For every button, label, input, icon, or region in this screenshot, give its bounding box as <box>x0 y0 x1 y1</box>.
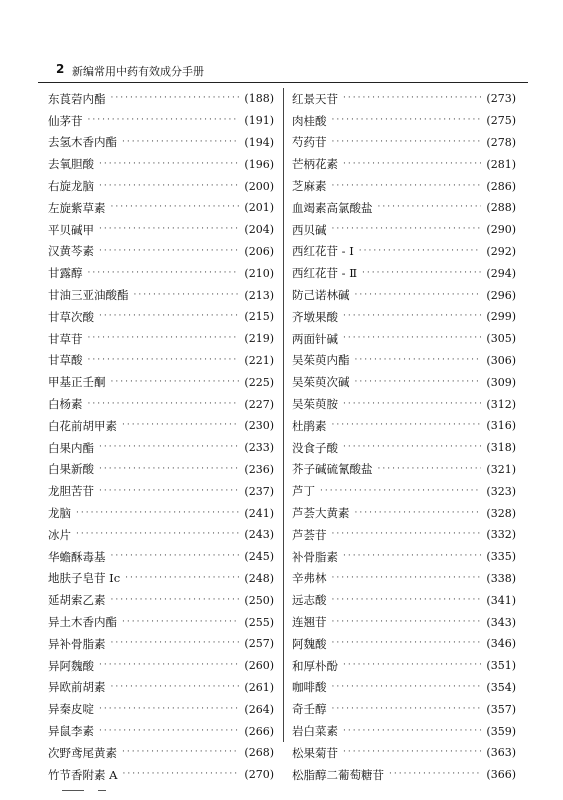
index-entry <box>292 546 516 568</box>
entry-name: 芦荟苷 <box>292 527 327 542</box>
leader-dots <box>134 291 240 300</box>
leader-dots <box>99 465 239 474</box>
entry-name: 竹节香附素 A <box>48 767 118 782</box>
entry-name: 甲基正壬酮 <box>48 375 106 390</box>
index-entry <box>292 110 516 132</box>
leader-dots <box>111 203 240 212</box>
leader-dots <box>343 94 481 103</box>
leader-dots <box>332 530 482 539</box>
index-entry <box>292 241 516 263</box>
index-entry <box>292 459 516 481</box>
index-entry <box>48 459 274 481</box>
entry-page: (194) <box>244 135 274 149</box>
index-entry <box>48 480 274 502</box>
leader-dots <box>99 487 239 496</box>
index-entry <box>292 393 516 415</box>
index-entry <box>48 241 274 263</box>
entry-name: 异阿魏酸 <box>48 658 94 673</box>
entry-name: 芦丁 <box>292 484 315 499</box>
entry-page: (219) <box>244 332 274 346</box>
index-entry <box>292 742 516 764</box>
entry-name: 杜鹃素 <box>292 418 327 433</box>
entry-page: (241) <box>244 506 274 520</box>
entry-name: 辛弗林 <box>292 571 327 586</box>
entry-page: (204) <box>244 223 274 237</box>
index-entry <box>48 502 274 524</box>
entry-name: 芝麻素 <box>292 179 327 194</box>
entry-name: 华蟾酥毒基 <box>48 549 106 564</box>
entry-page: (366) <box>486 768 516 782</box>
index-entry <box>292 153 516 175</box>
entry-page: (309) <box>486 375 516 389</box>
index-entry <box>292 219 516 241</box>
entry-name: 仙茅苷 <box>48 113 83 128</box>
entry-name: 松果菊苷 <box>292 745 338 760</box>
index-entry <box>48 655 274 677</box>
entry-name: 延胡索乙素 <box>48 593 106 608</box>
footer-marks <box>62 786 182 796</box>
leader-dots <box>88 269 240 278</box>
entry-name: 红景天苷 <box>292 91 338 106</box>
index-entry <box>48 197 274 219</box>
index-entry <box>48 720 274 742</box>
index-entry <box>292 677 516 699</box>
entry-name: 岩白菜素 <box>292 724 338 738</box>
entry-name: 松脂醇二葡萄糖苷 <box>292 767 384 782</box>
entry-page: (250) <box>244 593 274 607</box>
entry-name: 次野鸢尾黄素 <box>48 745 117 760</box>
leader-dots <box>122 770 239 779</box>
entry-name: 没食子酸 <box>292 440 338 455</box>
index-entry <box>48 350 274 372</box>
index-entry <box>292 611 516 633</box>
index-entry <box>292 655 516 677</box>
entry-page: (201) <box>244 201 274 215</box>
entry-name: 甘草次酸 <box>48 309 94 324</box>
entry-page: (288) <box>486 201 516 215</box>
entry-name: 芦荟大黄素 <box>292 506 350 521</box>
entry-name: 甘草苷 <box>48 331 83 346</box>
entry-page: (268) <box>244 746 274 760</box>
entry-page: (343) <box>486 615 516 629</box>
entry-page: (230) <box>244 419 274 433</box>
index-entry <box>48 153 274 175</box>
entry-page: (363) <box>486 746 516 760</box>
index-entry <box>48 698 274 720</box>
index-entry <box>48 611 274 633</box>
entry-page: (237) <box>244 484 274 498</box>
leader-dots <box>99 247 239 256</box>
index-entry <box>292 568 516 590</box>
index-entry <box>292 197 516 219</box>
leader-dots <box>125 574 239 583</box>
index-column-left <box>48 88 274 786</box>
entry-name: 东莨菪内酯 <box>48 91 106 106</box>
entry-page: (299) <box>486 310 516 324</box>
entry-name: 西红花苷 - Ⅰ <box>292 244 354 259</box>
index-entry <box>48 415 274 437</box>
leader-dots <box>332 116 482 125</box>
entry-page: (292) <box>486 244 516 258</box>
leader-dots <box>111 378 240 387</box>
entry-name: 远志酸 <box>292 593 327 608</box>
index-entry <box>48 219 274 241</box>
entry-page: (357) <box>486 702 516 716</box>
entry-page: (270) <box>244 768 274 782</box>
index-entry <box>292 524 516 546</box>
index-entry <box>292 589 516 611</box>
index-entry <box>292 284 516 306</box>
leader-dots <box>332 705 482 714</box>
leader-dots <box>122 618 239 627</box>
index-entry <box>292 437 516 459</box>
entry-name: 芥子碱硫氰酸盐 <box>292 462 373 477</box>
index-entry <box>48 88 274 110</box>
entry-name: 连翘苷 <box>292 615 327 630</box>
entry-name: 白果内酯 <box>48 440 94 455</box>
leader-dots <box>111 94 240 103</box>
entry-page: (346) <box>486 637 516 651</box>
leader-dots <box>88 400 240 409</box>
entry-name: 异秦皮啶 <box>48 702 94 717</box>
index-entry <box>48 524 274 546</box>
entry-name: 血竭素高氯酸盐 <box>292 200 373 215</box>
header-rule <box>38 82 528 83</box>
entry-name: 龙胆苦苷 <box>48 484 94 499</box>
entry-page: (227) <box>244 397 274 411</box>
leader-dots <box>378 465 482 474</box>
entry-name: 白杨素 <box>48 397 83 412</box>
leader-dots <box>88 334 240 343</box>
entry-page: (290) <box>486 223 516 237</box>
entry-page: (306) <box>486 353 516 367</box>
leader-dots <box>99 705 239 714</box>
leader-dots <box>355 509 482 518</box>
entry-page: (236) <box>244 462 274 476</box>
index-entry <box>292 350 516 372</box>
entry-page: (243) <box>244 528 274 542</box>
leader-dots <box>122 748 239 757</box>
entry-page: (275) <box>486 114 516 128</box>
leader-dots <box>332 618 482 627</box>
entry-name: 咖啡酸 <box>292 680 327 695</box>
leader-dots <box>332 574 482 583</box>
entry-page: (305) <box>486 332 516 346</box>
leader-dots <box>88 356 240 365</box>
book-title: 新编常用中药有效成分手册 <box>72 65 204 78</box>
leader-dots <box>99 225 239 234</box>
leader-dots <box>332 225 482 234</box>
entry-page: (318) <box>486 441 516 455</box>
leader-dots <box>99 160 239 169</box>
index-entry <box>48 546 274 568</box>
index-entry <box>48 633 274 655</box>
leader-dots <box>122 421 239 430</box>
index-entry <box>292 720 516 742</box>
leader-dots <box>332 421 482 430</box>
index-entry <box>292 371 516 393</box>
leader-dots <box>76 509 239 518</box>
index-entry <box>292 480 516 502</box>
entry-page: (191) <box>244 114 274 128</box>
entry-page: (188) <box>244 92 274 106</box>
entry-page: (278) <box>486 135 516 149</box>
leader-dots <box>332 683 482 692</box>
entry-page: (286) <box>486 179 516 193</box>
entry-name: 甘露醇 <box>48 266 83 281</box>
index-entry <box>48 742 274 764</box>
entry-name: 白花前胡甲素 <box>48 418 117 433</box>
index-entry <box>48 328 274 350</box>
entry-page: (354) <box>486 680 516 694</box>
entry-name: 左旋紫草素 <box>48 200 106 215</box>
leader-dots <box>99 727 239 736</box>
entry-name: 阿魏酸 <box>292 636 327 651</box>
index-entry <box>292 88 516 110</box>
leader-dots <box>355 378 482 387</box>
leader-dots <box>343 334 481 343</box>
entry-page: (328) <box>486 506 516 520</box>
entry-name: 异鼠李素 <box>48 724 94 738</box>
entry-name: 龙脑 <box>48 506 71 521</box>
leader-dots <box>378 203 482 212</box>
leader-dots <box>332 182 482 191</box>
entry-page: (281) <box>486 157 516 171</box>
entry-page: (341) <box>486 593 516 607</box>
entry-name: 地肤子皂苷 Ic <box>48 571 121 586</box>
entry-page: (245) <box>244 550 274 564</box>
leader-dots <box>122 138 239 147</box>
index-entry <box>292 306 516 328</box>
leader-dots <box>88 116 240 125</box>
leader-dots <box>332 138 482 147</box>
index-entry <box>48 306 274 328</box>
leader-dots <box>320 487 481 496</box>
entry-page: (225) <box>244 375 274 389</box>
leader-dots <box>99 443 239 452</box>
entry-name: 平贝碱甲 <box>48 222 94 237</box>
index-entry <box>48 175 274 197</box>
leader-dots <box>76 530 239 539</box>
entry-page: (321) <box>486 462 516 476</box>
index-entry <box>292 633 516 655</box>
leader-dots <box>332 639 482 648</box>
entry-page: (312) <box>486 397 516 411</box>
entry-page: (273) <box>486 92 516 106</box>
leader-dots <box>111 596 240 605</box>
entry-name: 汉黄芩素 <box>48 244 94 259</box>
entry-page: (359) <box>486 724 516 738</box>
entry-page: (261) <box>244 680 274 694</box>
entry-page: (323) <box>486 484 516 498</box>
entry-page: (248) <box>244 571 274 585</box>
entry-page: (316) <box>486 419 516 433</box>
index-entry <box>48 393 274 415</box>
entry-name: 和厚朴酚 <box>292 658 338 673</box>
index-entry <box>292 132 516 154</box>
index-column-right <box>292 88 516 786</box>
entry-name: 奇壬醇 <box>292 702 327 717</box>
leader-dots <box>389 770 481 779</box>
entry-page: (338) <box>486 571 516 585</box>
entry-name: 两面针碱 <box>292 331 338 346</box>
entry-page: (213) <box>244 288 274 302</box>
leader-dots <box>111 552 240 561</box>
entry-page: (255) <box>244 615 274 629</box>
entry-name: 齐墩果酸 <box>292 309 338 324</box>
entry-page: (257) <box>244 637 274 651</box>
index-entry <box>48 437 274 459</box>
leader-dots <box>343 552 481 561</box>
index-entry <box>48 568 274 590</box>
leader-dots <box>343 312 481 321</box>
entry-page: (260) <box>244 659 274 673</box>
index-entry <box>48 371 274 393</box>
entry-name: 冰片 <box>48 527 71 542</box>
leader-dots <box>99 182 239 191</box>
entry-page: (210) <box>244 266 274 280</box>
index-entry <box>292 175 516 197</box>
leader-dots <box>362 269 481 278</box>
leader-dots <box>343 400 481 409</box>
column-divider <box>283 88 284 742</box>
entry-page: (221) <box>244 353 274 367</box>
leader-dots <box>355 356 482 365</box>
leader-dots <box>359 247 482 256</box>
index-entry <box>292 262 516 284</box>
entry-page: (351) <box>486 659 516 673</box>
entry-name: 甘油三亚油酸酯 <box>48 288 129 303</box>
leader-dots <box>111 639 240 648</box>
entry-page: (296) <box>486 288 516 302</box>
leader-dots <box>343 748 481 757</box>
entry-page: (266) <box>244 724 274 738</box>
index-entry <box>48 589 274 611</box>
leader-dots <box>343 661 481 670</box>
index-entry <box>292 764 516 786</box>
entry-name: 防己诺林碱 <box>292 288 350 303</box>
index-entry <box>48 764 274 786</box>
leader-dots <box>111 683 240 692</box>
entry-page: (215) <box>244 310 274 324</box>
entry-page: (332) <box>486 528 516 542</box>
entry-name: 西贝碱 <box>292 222 327 237</box>
entry-page: (206) <box>244 244 274 258</box>
entry-page: (196) <box>244 157 274 171</box>
entry-page: (294) <box>486 266 516 280</box>
entry-name: 异补骨脂素 <box>48 636 106 651</box>
entry-name: 肉桂酸 <box>292 113 327 128</box>
entry-name: 芒柄花素 <box>292 157 338 172</box>
entry-name: 吴茱萸胺 <box>292 397 338 412</box>
entry-page: (264) <box>244 702 274 716</box>
index-entry <box>48 262 274 284</box>
entry-name: 西红花苷 - Ⅱ <box>292 266 358 281</box>
entry-name: 芍药苷 <box>292 135 327 150</box>
entry-name: 补骨脂素 <box>292 549 338 564</box>
index-entry <box>48 110 274 132</box>
index-entry <box>292 415 516 437</box>
index-entry <box>48 677 274 699</box>
index-entry <box>48 132 274 154</box>
page-header <box>38 58 528 80</box>
leader-dots <box>355 291 482 300</box>
entry-page: (233) <box>244 441 274 455</box>
index-entry <box>48 284 274 306</box>
entry-page: (200) <box>244 179 274 193</box>
entry-name: 吴茱萸次碱 <box>292 375 350 390</box>
leader-dots <box>343 443 481 452</box>
leader-dots <box>332 596 482 605</box>
entry-name: 去氢木香内酯 <box>48 135 117 150</box>
index-entry <box>292 698 516 720</box>
index-entry <box>292 328 516 350</box>
entry-name: 异土木香内酯 <box>48 615 117 630</box>
entry-name: 吴茱萸内酯 <box>292 353 350 368</box>
page-number: 2 <box>56 62 65 76</box>
entry-name: 甘草酸 <box>48 353 83 368</box>
entry-name: 白果新酸 <box>48 462 94 477</box>
leader-dots <box>99 312 239 321</box>
entry-page: (335) <box>486 550 516 564</box>
entry-name: 异欧前胡素 <box>48 680 106 695</box>
entry-name: 右旋龙脑 <box>48 179 94 194</box>
index-entry <box>292 502 516 524</box>
leader-dots <box>99 661 239 670</box>
entry-name: 去氧胆酸 <box>48 157 94 172</box>
leader-dots <box>343 727 481 736</box>
leader-dots <box>343 160 481 169</box>
